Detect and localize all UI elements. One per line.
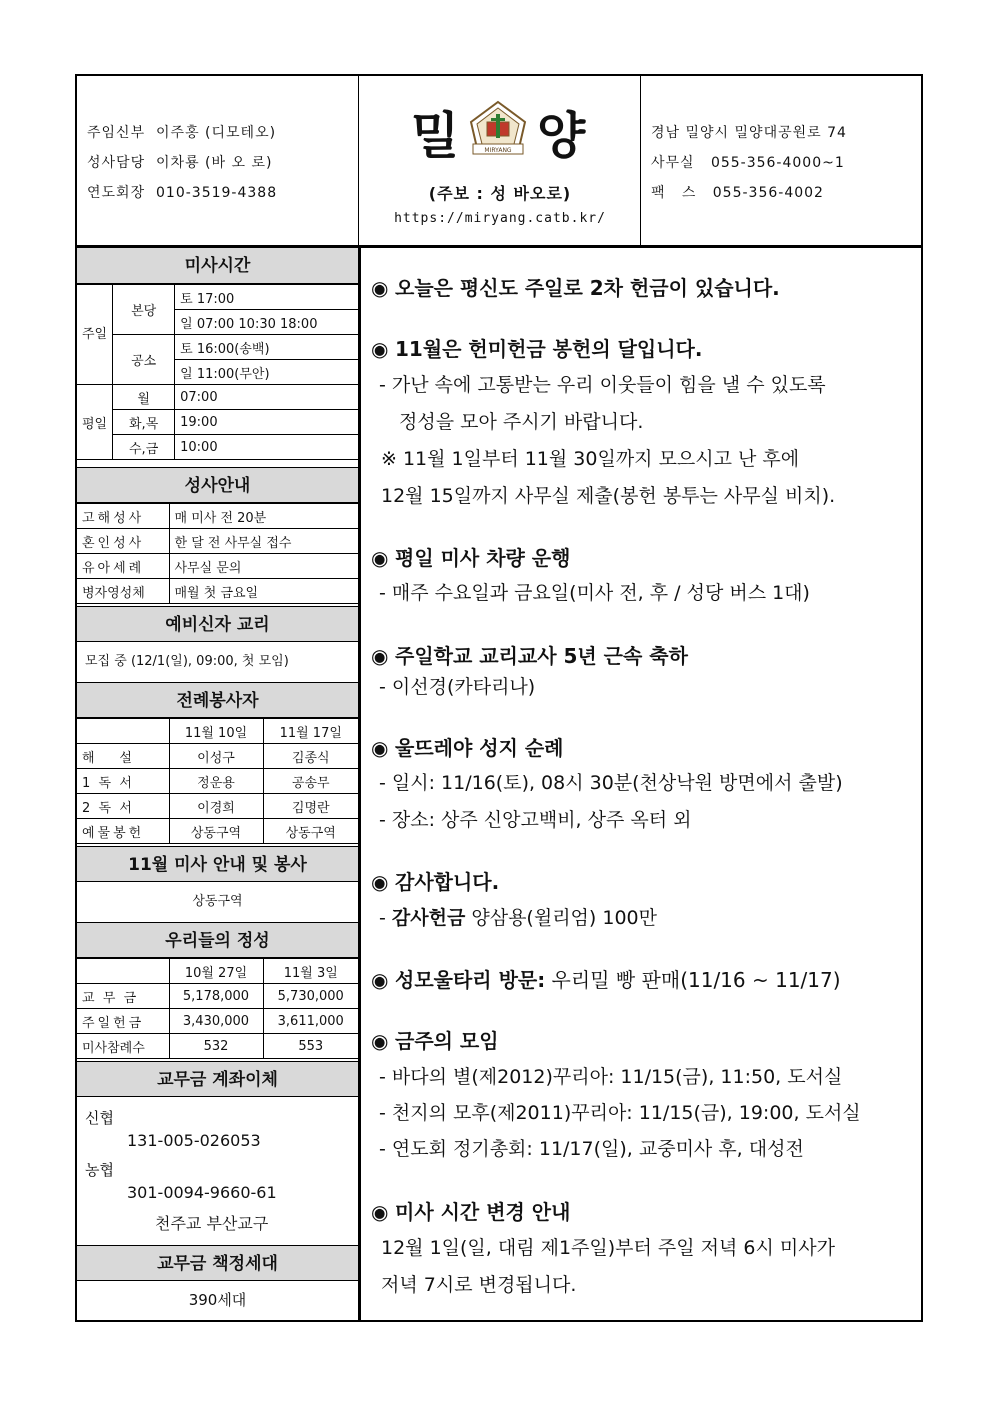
liturgy-date: 11월 10일 [169, 719, 263, 744]
mass-time: 일 07:00 10:30 18:00 [175, 310, 358, 335]
bullet-icon: ◉ [371, 337, 389, 361]
fax-row [651, 178, 921, 208]
contact-info [641, 76, 921, 245]
notice-2-text: 11월은 헌미헌금 봉헌의 달입니다. [395, 337, 703, 361]
fax-label: 팩 스 [651, 185, 697, 201]
transfer-info [77, 1097, 358, 1245]
liturgy-heading: 전례봉사자 [77, 682, 358, 718]
notice-7-label: 성모울타리 방문: [395, 968, 546, 992]
pastor-label: 주임신부 [87, 125, 146, 141]
masthead [359, 76, 641, 245]
liturgy-role: 1 독 서 [77, 769, 169, 794]
notice-8 [371, 1025, 499, 1054]
households-heading: 교무금 책정세대 [77, 1245, 358, 1281]
notice-6-line [379, 903, 657, 930]
pastor-name: 이주홍 (디모테오) [156, 125, 277, 141]
offering-amount: 3,611,000 [263, 1009, 358, 1034]
bank-2: 농협 [85, 1161, 114, 1179]
notice-4-text: 주일학교 교리교사 5년 근속 축하 [395, 644, 688, 668]
catechumen-heading: 예비신자 교리 [77, 606, 358, 642]
liturgy-person: 상동구역 [263, 819, 358, 844]
notice-7-text: 우리밀 빵 판매(11/16 ~ 11/17) [545, 968, 841, 992]
title-left-char: 밀 [411, 107, 460, 165]
november-mass-heading: 11월 미사 안내 및 봉사 [77, 846, 358, 882]
liturgy-person: 이성구 [169, 744, 263, 769]
offering-amount: 532 [169, 1034, 263, 1059]
yeondo-head-label: 연도회장 [87, 185, 146, 201]
offering-amount: 553 [263, 1034, 358, 1059]
account-1: 131-005-026053 [127, 1131, 261, 1150]
notice-8-text: 금주의 모임 [395, 1029, 499, 1053]
liturgy-date: 11월 17일 [263, 719, 358, 744]
sacraments-table [77, 503, 358, 604]
notice-2-line: 정성을 모아 주시기 바랍니다. [399, 411, 644, 433]
notice-2-line: - 가난 속에 고통받는 우리 이웃들이 힘을 낼 수 있도록 [379, 374, 826, 396]
sacrament-value: 사무실 문의 [169, 554, 358, 579]
mass-times-heading: 미사시간 [77, 248, 358, 284]
notice-5-line: - 일시: 11/16(토), 08시 30분(천상낙원 방면에서 출발) [379, 772, 843, 794]
weekday-day: 화,목 [113, 410, 175, 435]
weekday-day: 수,금 [113, 435, 175, 460]
weekday-time: 10:00 [175, 435, 358, 460]
account-2: 301-0094-9660-61 [127, 1183, 277, 1202]
notice-5 [371, 732, 564, 761]
sidebar [77, 248, 361, 1320]
sacraments-heading: 성사안내 [77, 467, 358, 503]
offering-table [77, 958, 358, 1059]
mass-time: 일 11:00(무안) [175, 360, 358, 385]
notice-1 [371, 272, 780, 301]
notices [361, 248, 921, 1320]
sacrament-label: 고해성사 [77, 504, 169, 529]
offering-date: 11월 3일 [263, 959, 358, 984]
bullet-icon: ◉ [371, 546, 389, 570]
dash: - [379, 907, 392, 929]
liturgy-person: 정운용 [169, 769, 263, 794]
bullet-icon: ◉ [371, 736, 389, 760]
liturgy-person: 공송무 [263, 769, 358, 794]
office-phone: 055-356-4000~1 [710, 155, 845, 171]
notice-9-text: 미사 시간 변경 안내 [395, 1200, 571, 1224]
weekday-day: 월 [113, 385, 175, 410]
main-church-label: 본당 [113, 285, 175, 335]
offering-label: 주일헌금 [77, 1009, 169, 1034]
mass-time: 토 16:00(송백) [175, 335, 358, 360]
liturgy-table [77, 718, 358, 844]
yeondo-head-phone: 010-3519-4388 [156, 185, 278, 201]
church-logo-icon [467, 100, 529, 158]
title-right-char: 양 [537, 107, 586, 165]
header [77, 76, 921, 248]
notice-2-line: ※ 11월 1일부터 11월 30일까지 모으시고 난 후에 [381, 448, 800, 470]
liturgy-role: 2 독 서 [77, 794, 169, 819]
sacrament-priest-row [87, 148, 358, 178]
offering-date: 10월 27일 [169, 959, 263, 984]
mass-times-table [77, 284, 358, 460]
liturgy-person: 김명란 [263, 794, 358, 819]
clergy-info [77, 76, 359, 245]
offering-amount: 5,730,000 [263, 984, 358, 1009]
sacrament-value: 매 미사 전 20분 [169, 504, 358, 529]
yeondo-head-row [87, 178, 358, 208]
fax-number: 055-356-4002 [712, 185, 824, 201]
parish-url[interactable]: https://miryang.catb.kr/ [394, 211, 606, 226]
notice-3-text: 평일 미사 차량 운행 [395, 546, 571, 570]
subtitle: (주보 : 성 바오로) [428, 184, 572, 203]
sacrament-value: 한 달 전 사무실 접수 [169, 529, 358, 554]
catechumen-text: 모집 중 (12/1(일), 09:00, 첫 모임) [85, 654, 289, 669]
notice-3-line: - 매주 수요일과 금요일(미사 전, 후 / 성당 버스 1대) [379, 582, 810, 604]
notice-9-line: 저녁 7시로 변경됩니다. [381, 1274, 577, 1296]
households-value: 390세대 [188, 1291, 247, 1309]
notice-4-line: - 이선경(카타리나) [379, 676, 536, 698]
bullet-icon: ◉ [371, 644, 389, 668]
mass-time: 토 17:00 [175, 285, 358, 310]
notice-6 [371, 866, 499, 895]
liturgy-role: 해 설 [77, 744, 169, 769]
offering-amount: 5,178,000 [169, 984, 263, 1009]
address: 경남 밀양시 밀양대공원로 74 [651, 125, 847, 141]
offering-heading: 우리들의 정성 [77, 922, 358, 958]
page-title [359, 96, 641, 166]
thanks-offering-label: 감사헌금 [391, 907, 466, 929]
bullet-icon: ◉ [371, 1200, 389, 1224]
sacrament-priest-name: 이차룡 (바 오 로) [156, 155, 273, 171]
notice-4 [371, 640, 688, 669]
account-holder: 천주교 부산교구 [155, 1214, 269, 1233]
liturgy-person: 상동구역 [169, 819, 263, 844]
meeting-line: - 천지의 모후(제2011)꾸리아: 11/15(금), 19:00, 도서실 [379, 1102, 861, 1124]
weekday-time: 19:00 [175, 410, 358, 435]
liturgy-role: 예물봉헌 [77, 819, 169, 844]
bullet-icon: ◉ [371, 968, 389, 992]
thanks-offering-donor: 양삼용(윌리엄) 100만 [465, 907, 657, 929]
sacrament-label: 병자영성체 [77, 579, 169, 604]
sacrament-value: 매월 첫 금요일 [169, 579, 358, 604]
notice-5-line: - 장소: 상주 신앙고백비, 상주 옥터 외 [379, 809, 692, 831]
meeting-line: - 연도회 정기총회: 11/17(일), 교중미사 후, 대성전 [379, 1138, 804, 1160]
meeting-line: - 바다의 별(제2012)꾸리아: 11/15(금), 11:50, 도서실 [379, 1066, 843, 1088]
pastor-row [87, 118, 358, 148]
notice-7 [371, 964, 841, 993]
liturgy-person: 이경희 [169, 794, 263, 819]
notice-2-line: 12월 15일까지 사무실 제출(봉헌 봉투는 사무실 비치). [381, 485, 836, 507]
weekday-time: 07:00 [175, 385, 358, 410]
office-label: 사무실 [651, 155, 695, 171]
weekday-label: 평일 [77, 385, 113, 460]
sacrament-label: 혼인성사 [77, 529, 169, 554]
offering-label: 교 무 금 [77, 984, 169, 1009]
bulletin-frame [75, 74, 923, 1322]
liturgy-person: 김종식 [263, 744, 358, 769]
notice-9 [371, 1196, 570, 1225]
sacrament-label: 유아세례 [77, 554, 169, 579]
mission-station-label: 공소 [113, 335, 175, 385]
notice-5-text: 울뜨레야 성지 순례 [395, 736, 564, 760]
notice-9-line: 12월 1일(일, 대림 제1주일)부터 주일 저녁 6시 미사가 [381, 1237, 835, 1259]
offering-label: 미사참례수 [77, 1034, 169, 1059]
sunday-label: 주일 [77, 285, 113, 385]
logo-text: MIRYANG [484, 147, 512, 154]
notice-2 [371, 333, 702, 362]
sacrament-priest-label: 성사담당 [87, 155, 146, 171]
notice-3 [371, 542, 570, 571]
november-mass-text: 상동구역 [192, 894, 243, 909]
notice-6-text: 감사합니다. [395, 870, 500, 894]
bank-1: 신협 [85, 1109, 114, 1127]
offering-amount: 3,430,000 [169, 1009, 263, 1034]
bullet-icon: ◉ [371, 276, 389, 300]
bullet-icon: ◉ [371, 870, 389, 894]
transfer-heading: 교무금 계좌이체 [77, 1061, 358, 1097]
notice-1-text: 오늘은 평신도 주일로 2차 헌금이 있습니다. [395, 276, 780, 300]
bullet-icon: ◉ [371, 1029, 389, 1053]
office-phone-row [651, 148, 921, 178]
